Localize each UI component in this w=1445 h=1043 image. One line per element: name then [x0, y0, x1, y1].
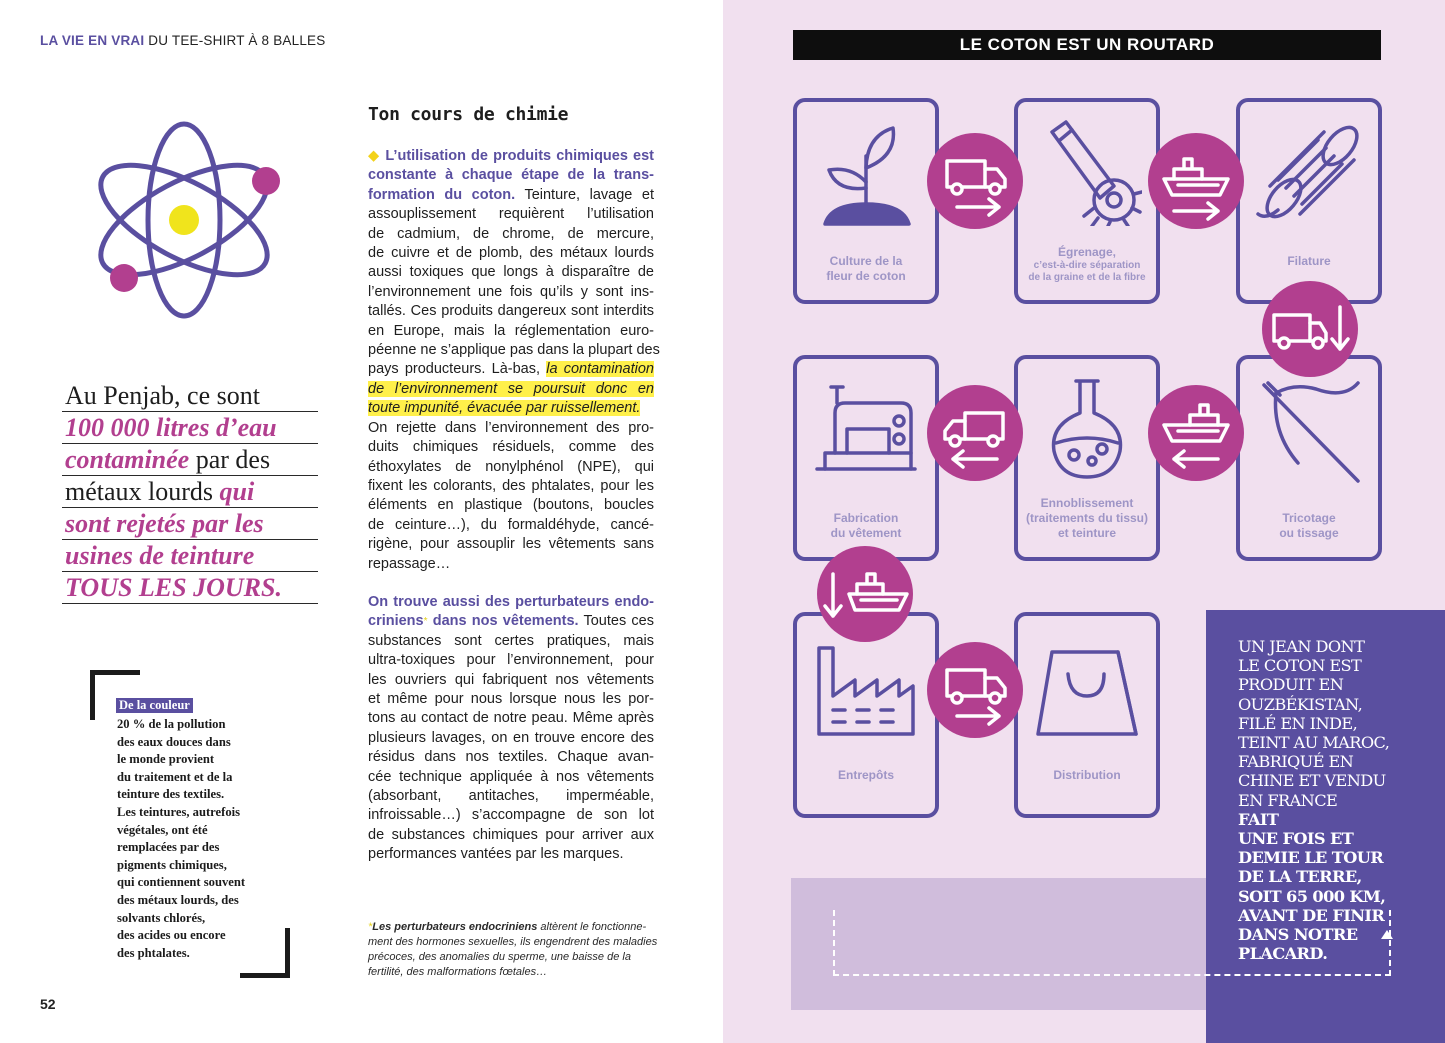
text-line: les ouvriers qui fabriquent nos vêtements — [368, 671, 654, 688]
text-line: et même pour nous lorsque nous les por- — [368, 690, 654, 707]
text-line: en Europe, mais la réglementation euro- — [368, 322, 654, 339]
right-page — [723, 0, 1445, 1043]
step-label-line: (traitements du tissu) — [1025, 511, 1148, 525]
step-label-line: et teinture — [1057, 526, 1116, 540]
sidebar-line: des métaux lourds, des — [117, 892, 239, 907]
text-line — [368, 380, 654, 399]
text-line: rigène, pour assouplir les vêtements sans — [368, 536, 654, 553]
pull-quote-line: 100 000 litres d’eau — [62, 412, 318, 444]
step-card-culture — [793, 98, 939, 304]
footnote-term: Les perturbateurs endocriniens — [372, 921, 538, 933]
text-line: péenne ne s’applique pas dans la plupart des — [368, 342, 660, 359]
pull-quote — [62, 380, 318, 604]
callout-line: LE COTON EST — [1238, 656, 1362, 676]
pull-quote-text: par des — [189, 445, 271, 474]
shopping-bag-icon — [1032, 630, 1142, 740]
text-line: infroissable…) s’accompagne de son lot — [368, 807, 654, 824]
sidebar-body — [117, 716, 282, 962]
text-line: assouplissement requièrent l’utilisation — [368, 206, 654, 223]
step-label — [799, 768, 933, 798]
pull-quote-emphasis: qui — [219, 477, 255, 506]
text-line — [368, 186, 654, 205]
jean-callout — [1238, 637, 1438, 963]
callout-line — [1238, 829, 1438, 848]
sidebar-line: le monde provient — [117, 752, 215, 767]
callout-emphasis: SOIT 65 000 KM, — [1238, 886, 1386, 906]
footnote-marker: * — [368, 921, 373, 933]
paragraph — [368, 593, 654, 865]
text-line: aussi toxiques que longs à disparaître de — [368, 264, 654, 281]
highlight: de l’environnement se poursuit donc en — [368, 380, 654, 397]
sidebar-line: Les teintures, autrefois — [117, 804, 241, 819]
sidebar-line: remplacées par des — [117, 840, 220, 855]
lead-in: L’utilisation de produits chimiques est — [385, 148, 654, 164]
footnote-line: ment des hormones sexuelles, ils engendrent des maladies — [368, 936, 658, 948]
step-card-filature — [1236, 98, 1382, 304]
step-card-entrepots — [793, 612, 939, 818]
callout-emphasis: UNE FOIS ET — [1238, 829, 1354, 849]
footnote-line: précoces, des anomalies du sperme, une baisse de la — [368, 951, 631, 963]
step-label — [1242, 511, 1376, 541]
step-label — [1020, 245, 1154, 284]
lead-in: criniens — [368, 613, 424, 630]
footnote-line — [368, 920, 654, 935]
infographic-title: LE COTON EST UN ROUTARD — [793, 30, 1381, 60]
step-label-line: Entrepôts — [837, 768, 894, 782]
text-line — [368, 360, 654, 379]
plant-icon — [811, 116, 921, 226]
ship-left-transport-icon — [1148, 385, 1244, 481]
sidebar-line: des eaux douces dans — [117, 734, 231, 749]
callout-line — [1238, 887, 1438, 906]
text-span: Teinture, lavage et — [515, 186, 654, 203]
text-span: altèrent le fonctionne- — [537, 921, 647, 933]
step-card-tricotage — [1236, 355, 1382, 561]
text-line — [368, 147, 654, 166]
step-label-sub: de la graine et de la fibre — [1028, 272, 1146, 283]
callout-line — [1238, 944, 1438, 963]
text-line: duits chimiques résiduels, comme des — [368, 439, 654, 456]
callout-emphasis: DEMIE LE TOUR — [1238, 848, 1384, 868]
sidebar-title: De la couleur — [116, 698, 193, 713]
text-line: cée technique appliquée à nos vêtements — [368, 768, 654, 785]
highlight: toute impunité, évacuée par ruissellement. — [368, 400, 641, 417]
atom-icon — [92, 118, 282, 323]
running-head-title: DU TEE-SHIRT À 8 BALLES — [144, 33, 326, 48]
lead-in: formation du coton. — [368, 186, 516, 203]
step-label-line: Filature — [1287, 254, 1331, 268]
step-label-line: Tricotage — [1282, 511, 1336, 525]
step-label — [1020, 768, 1154, 798]
factory-icon — [811, 630, 921, 740]
step-label-line: Égrenage, — [1057, 245, 1117, 259]
callout-line: CHINE ET VENDU — [1238, 771, 1386, 791]
lead-in: On trouve aussi des perturbateurs endo- — [368, 593, 654, 610]
step-label — [799, 254, 933, 284]
callout-line — [1238, 906, 1438, 925]
text-line: de ceinture…), du formaldéhyde, cancé- — [368, 516, 654, 533]
step-label-sub: c’est-à-dire séparation — [1033, 260, 1141, 271]
callout-line: FABRIQUÉ EN — [1238, 752, 1354, 772]
sidebar-line: solvants chlorés, — [117, 910, 206, 925]
sidebar-line: teinture des textiles. — [117, 787, 225, 802]
pull-quote-emphasis: contaminée — [65, 445, 190, 474]
pull-quote-line: sont rejetés par les — [62, 508, 318, 540]
footnote — [368, 920, 658, 980]
pull-quote-line — [62, 476, 318, 508]
lead-in: constante à chaque étape de la trans- — [368, 167, 654, 184]
callout-line: TEINT AU MAROC, — [1238, 733, 1390, 753]
pull-quote-text: métaux lourds — [65, 477, 220, 506]
callout-line: UN JEAN DONT — [1238, 637, 1365, 656]
text-line: tons au contact de notre peau. Même après — [368, 710, 654, 727]
highlight: la contamination — [546, 361, 654, 378]
text-line: performances vantées par les marques. — [368, 846, 624, 863]
callout-text: EN FRANCE — [1238, 790, 1338, 810]
sidebar-box — [90, 670, 290, 978]
pull-quote-line — [62, 444, 318, 476]
step-card-egrenage — [1014, 98, 1160, 304]
callout-emphasis: PLACARD. — [1238, 944, 1328, 964]
text-line: de cuivre et de plomb, des métaux lourds — [368, 245, 654, 262]
callout-emphasis: AVANT DE FINIR — [1238, 905, 1385, 925]
footnote-line: fertilité, des malformations fœtales… — [368, 966, 548, 978]
text-span: Toutes ces — [578, 613, 654, 630]
sidebar-line: des phtalates. — [117, 945, 190, 960]
step-label-line: du vêtement — [830, 526, 902, 540]
pull-quote-line: Au Penjab, ce sont — [62, 380, 318, 412]
step-label-line: ou tissage — [1279, 526, 1339, 540]
step-card-ennoblissement — [1014, 355, 1160, 561]
sidebar-line: des acides ou encore — [117, 928, 226, 943]
callout-line — [1238, 925, 1438, 944]
step-label-line: Ennoblissement — [1040, 496, 1134, 510]
step-card-distribution — [1014, 612, 1160, 818]
gin-machine-icon — [1032, 116, 1142, 226]
flask-icon — [1032, 373, 1142, 483]
diamond-icon: ◆ — [368, 148, 381, 164]
text-line — [368, 612, 654, 631]
callout-line: PRODUIT EN — [1238, 675, 1344, 695]
text-line: éthoxylates de nonylphénol (NPE), qui — [368, 458, 654, 475]
text-line: substances sont certes pratiques, mais — [368, 632, 654, 649]
callout-emphasis: FAIT — [1238, 809, 1279, 829]
sidebar-line: 20 % de la pollution — [117, 717, 226, 731]
text-line: de cadmium, de chrome, de mercure, — [368, 225, 654, 242]
step-label-line: fleur de coton — [826, 269, 906, 283]
callout-emphasis: DE LA TERRE, — [1238, 867, 1362, 887]
truck-transport-icon — [927, 642, 1023, 738]
text-line: éléments en plastique (boutons, boucles — [368, 497, 654, 514]
text-line: On rejette dans l’environnement des pro- — [368, 419, 654, 436]
text-line: résidus dans nos textiles. Chaque avan- — [368, 749, 654, 766]
footnote-marker: * — [423, 616, 428, 628]
sewing-machine-icon — [811, 373, 921, 483]
page-number: 52 — [40, 996, 56, 1012]
sidebar-line: végétales, ont été — [117, 822, 208, 837]
text-line — [368, 399, 654, 418]
step-label — [1020, 496, 1154, 541]
needle-icon — [1254, 373, 1364, 483]
sidebar-line: qui contiennent souvent — [117, 875, 246, 890]
text-line: tallés. Ces produits dangereux sont interdits — [368, 303, 654, 320]
callout-line — [1238, 791, 1438, 829]
truck-left-transport-icon — [927, 385, 1023, 481]
paragraph — [368, 147, 660, 574]
pull-quote-line: TOUS LES JOURS. — [62, 572, 318, 604]
article-title: Ton cours de chimie — [368, 104, 569, 125]
article — [368, 104, 660, 865]
text-line: (absorbant, antitaches, imperméable, — [368, 788, 654, 804]
text-line: l’environnement une fois qu’ils y sont ins- — [368, 283, 654, 300]
text-line: de substances chimiques pour arriver aux — [368, 826, 654, 843]
callout-emphasis: DANS NOTRE — [1238, 925, 1358, 945]
callout-line: OUZBÉKISTAN, — [1238, 694, 1363, 714]
lead-in: dans nos vêtements. — [427, 613, 579, 630]
step-label — [799, 511, 933, 541]
callout-line — [1238, 867, 1438, 886]
step-card-fabrication — [793, 355, 939, 561]
step-label-line: Fabrication — [833, 511, 899, 525]
truck-down-transport-icon — [1262, 281, 1358, 377]
pull-quote-line: usines de teinture — [62, 540, 318, 572]
text-span: pays producteurs. Là-bas, — [368, 361, 547, 378]
ship-down-transport-icon — [817, 546, 913, 642]
ship-transport-icon — [1148, 133, 1244, 229]
step-label — [1242, 254, 1376, 284]
truck-transport-icon — [927, 133, 1023, 229]
text-line: ultra-toxiques pour l’environnement, pour — [368, 652, 654, 669]
step-label-line: Distribution — [1053, 768, 1121, 782]
spool-icon — [1254, 116, 1364, 226]
sidebar-line: pigments chimiques, — [117, 857, 227, 872]
step-label-line: Culture de la — [829, 254, 903, 268]
callout-line — [1238, 848, 1438, 867]
text-line: plusieurs lavages, on en trouve encore des — [368, 729, 654, 746]
running-head — [40, 33, 325, 48]
text-line: fixent les colorants, des phtalates, pour les — [368, 477, 654, 494]
callout-line: FILÉ EN INDE, — [1238, 713, 1358, 733]
text-line: repassage… — [368, 555, 451, 572]
running-head-accent: LA VIE EN VRAI — [40, 33, 145, 48]
sidebar-line: du traitement et de la — [117, 769, 233, 784]
